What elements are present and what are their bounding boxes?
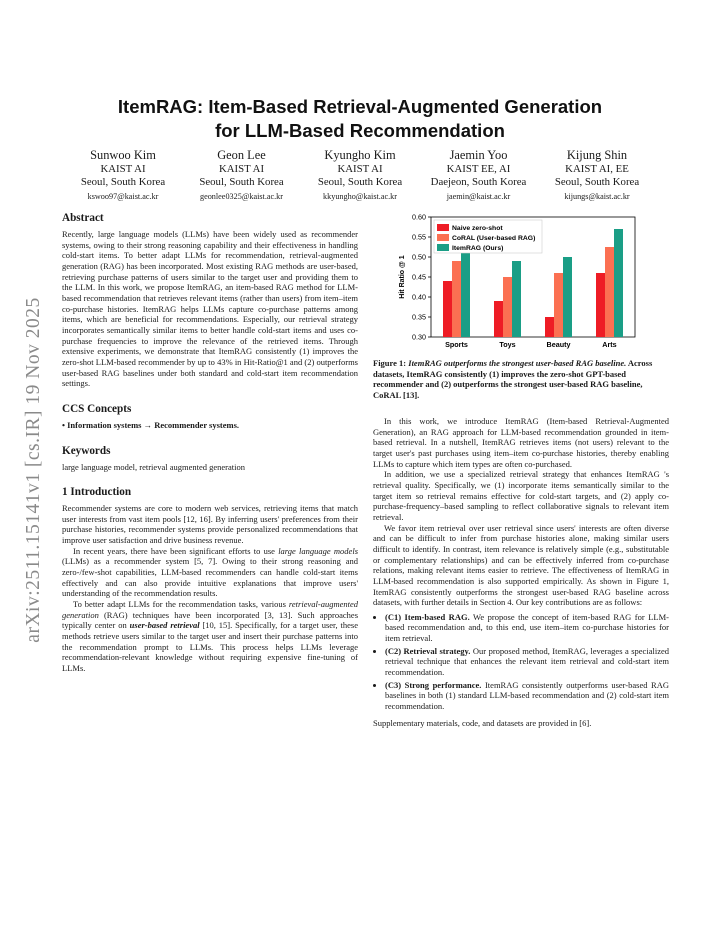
keywords-text: large language model, retrieval augmented generation	[62, 461, 245, 472]
y-tick-label: 0.35	[412, 312, 426, 322]
author-affiliation: KAIST AI	[218, 163, 265, 175]
author-email: kswoo97@kaist.ac.kr	[87, 192, 159, 201]
y-tick-label: 0.40	[412, 292, 426, 302]
author-location: Daejeon, South Korea	[430, 176, 527, 188]
bar	[596, 273, 605, 337]
right-paragraph-3: We favor item retrieval over user retrieval since users' interests are often diverse and can be difficult to infer from purchase histories alone, making similar users difficult to identify. In contrast, item relevance is relatively simple (e.g., substitutable or complementary relationships) and can be effectively inferred from co-purchase relations, making relevant items easier to retrieve. The effectiveness of ItemRAG in LLM-based recommendation is also supported empirically. As shown in Figure 1, ItemRAG consistently outperforms the strongest user-based RAG baseline across datasets, with further details in Section 4. Our key contributions are as follows:	[373, 522, 669, 608]
bar	[443, 281, 452, 337]
author-location: Seoul, South Korea	[80, 176, 166, 188]
author-email: geonlee0325@kaist.ac.kr	[199, 192, 284, 201]
x-tick-label: Toys	[499, 340, 516, 349]
bar-chart-svg	[373, 209, 669, 357]
abstract-text: Recently, large language models (LLMs) have been widely used as recommender systems, owing to their strong reasoning capability and their effectiveness in handling cold-start items. To better adapt LLMs for recommendation, retrieval-augmented generation (RAG) has been incorporated. Most existing RAG methods are user-based, retrieving purchase patterns of users similar to the target user and providing them to the LLM. In this work, we propose ItemRAG, an item-based RAG method for LLM-based recommendation that retrieves relevant items (rather than users) from item–item co-purchase histories. ItemRAG helps LLMs capture co-purchase patterns among items, which are beneficial for recommendations. Especially, our retrieval strategy incorporates semantically similar items to better handle cold-start items and uses co-purchase frequencies to improve the relevance of the retrieved items. Through extensive experiments, we demonstrate that ItemRAG consistently (1) improves the zero-shot LLM-based recommender by up to 43% in Hit-Ratio@1 and (2) outperforms user-based RAG baselines under both standard and cold-start item recommendation settings.	[62, 229, 358, 389]
author-block	[538, 148, 656, 203]
y-tick-label: 0.50	[412, 252, 426, 262]
bar	[563, 257, 572, 337]
author-email: kkyungho@kaist.ac.kr	[323, 192, 397, 201]
author-email: kijungs@kaist.ac.kr	[564, 192, 630, 201]
legend-swatch	[437, 234, 449, 241]
bar	[494, 301, 503, 337]
author-location: Seoul, South Korea	[199, 176, 284, 188]
author-location: Seoul, South Korea	[554, 176, 640, 188]
bar	[503, 277, 512, 337]
author-block	[183, 148, 301, 203]
arxiv-stamp: arXiv:2511.15141v1 [cs.IR] 19 Nov 2025	[23, 297, 44, 643]
y-tick-label: 0.55	[412, 232, 426, 242]
bar	[545, 317, 554, 337]
y-tick-label: 0.60	[412, 212, 426, 222]
paper-title	[60, 95, 660, 143]
y-tick-label: 0.45	[412, 272, 426, 282]
left-column	[62, 211, 358, 674]
author-list	[64, 148, 656, 203]
bar	[512, 261, 521, 337]
author-affiliation: KAIST AI	[337, 163, 383, 175]
author-name: Kijung Shin	[566, 148, 628, 162]
legend-swatch	[437, 224, 449, 231]
figure-caption: Figure 1: ItemRAG outperforms the strongest user-based RAG baseline. Across datasets, ItemRAG consistently (1) improves the zero-shot GPT-based recommender and (2) outperforms the strongest user-based RAG baseline, CoRAL [13].	[373, 358, 653, 400]
supplementary-note: Supplementary materials, code, and datasets are provided in [6].	[373, 717, 592, 728]
contribution-item: • (C3) Strong performance. ItemRAG consistently outperforms user-based RAG baselines in both (1) standard LLM-based recommendation and (2) cold-start item recommendation.	[385, 680, 669, 712]
legend-entry: ItemRAG (Ours)	[452, 245, 504, 253]
introduction-heading: 1 Introduction	[62, 486, 132, 499]
bar	[614, 229, 623, 337]
x-tick-label: Arts	[602, 340, 617, 349]
author-name: Geon Lee	[217, 148, 266, 162]
author-affiliation: KAIST AI, EE	[565, 163, 629, 175]
intro-paragraph-1: Recommender systems are core to modern web services, retrieving items that match user interests from vast item pools [12, 16]. By inferring users' preferences from their purchase histories, recommender systems provide personalized recommendations that improve user satisfaction and drive business revenue.	[62, 503, 358, 546]
author-name: Kyungho Kim	[324, 148, 396, 162]
author-location: Seoul, South Korea	[317, 176, 403, 188]
x-tick-label: Sports	[445, 340, 468, 349]
right-paragraph-1: In this work, we introduce ItemRAG (Item-based Retrieval-Augmented Generation), an RAG approach for LLM-based recommendation grounded in item-based retrieval. In a nutshell, ItemRAG retrieves items (not users) relevant to the target user's past purchases using item–item co-purchase histories, thereby enabling LLMs to capture which item types are often co-purchased.	[373, 416, 669, 469]
contribution-item: • (C2) Retrieval strategy. Our proposed method, ItemRAG, leverages a specialized retrieval technique that enhances the relevant item retrieval and cold-start item recommendation.	[385, 646, 669, 678]
y-axis-label: Hit Ratio @ 1	[399, 255, 406, 299]
abstract-heading: Abstract	[62, 212, 104, 224]
contribution-item: • (C1) Item-based RAG. We propose the concept of item-based RAG for LLM-based recommendation and, to this end, use item–item co-purchase histories for item retrieval.	[385, 612, 669, 644]
right-paragraph-2: In addition, we use a specialized retrieval strategy that enhances ItemRAG 's retrieval quality. Specifically, we (1) incorporate items semantically similar to the target item so retrieval remains effective for cold-start targets, and (2) apply co-purchase-frequency–based sampling to reflect collaborative signals to relevant item retrieval.	[373, 469, 669, 522]
title-line-2: for LLM-Based Recommendation	[215, 120, 505, 141]
bar	[554, 273, 563, 337]
author-name: Jaemin Yoo	[449, 148, 508, 162]
title-line-1: ItemRAG: Item-Based Retrieval-Augmented Generation	[117, 96, 603, 117]
right-column-text	[373, 416, 669, 728]
contributions-list	[373, 612, 669, 712]
intro-paragraph-3: To better adapt LLMs for the recommendation tasks, various retrieval-augmented generation (RAG) techniques have been incorporated [3, 13]. Such approaches typically center on user-based retrieval [10, 15]. Specifically, for a target user, these methods retrieve users similar to the target user and insert their purchase patterns into the recommendation prompt to LLMs. This process helps LLMs leverage recommendation-relevant knowledge without requiring expensive fine-tuning of LLMs.	[62, 599, 359, 673]
legend-entry: CoRAL (User-based RAG)	[452, 235, 536, 243]
ccs-text: • Information systems → Recommender systems.	[62, 419, 240, 430]
author-affiliation: KAIST AI	[100, 163, 146, 175]
author-email: jaemin@kaist.ac.kr	[446, 192, 511, 201]
legend-entry: Naive zero-shot	[452, 225, 503, 233]
author-block	[420, 148, 538, 203]
figure-1-chart	[373, 209, 669, 357]
bar	[452, 261, 461, 337]
author-block	[64, 148, 182, 203]
bar	[605, 247, 614, 337]
author-affiliation: KAIST EE, AI	[446, 163, 511, 175]
ccs-heading: CCS Concepts	[62, 402, 132, 415]
x-tick-label: Beauty	[546, 340, 571, 349]
author-block	[301, 148, 419, 203]
bar	[461, 249, 470, 337]
legend-swatch	[437, 244, 449, 251]
author-name: Sunwoo Kim	[90, 148, 156, 162]
intro-paragraph-2: In recent years, there have been significant efforts to use large language models (LLMs) as a recommender system [5, 7]. Owing to their strong reasoning and zero-/few-shot capabilities, LLM-based recommenders can handle cold-start items effectively and can also provide intuitive explanations that improve users' understanding of the recommendation results.	[62, 545, 358, 599]
keywords-heading: Keywords	[62, 444, 111, 457]
y-tick-label: 0.30	[412, 332, 426, 342]
